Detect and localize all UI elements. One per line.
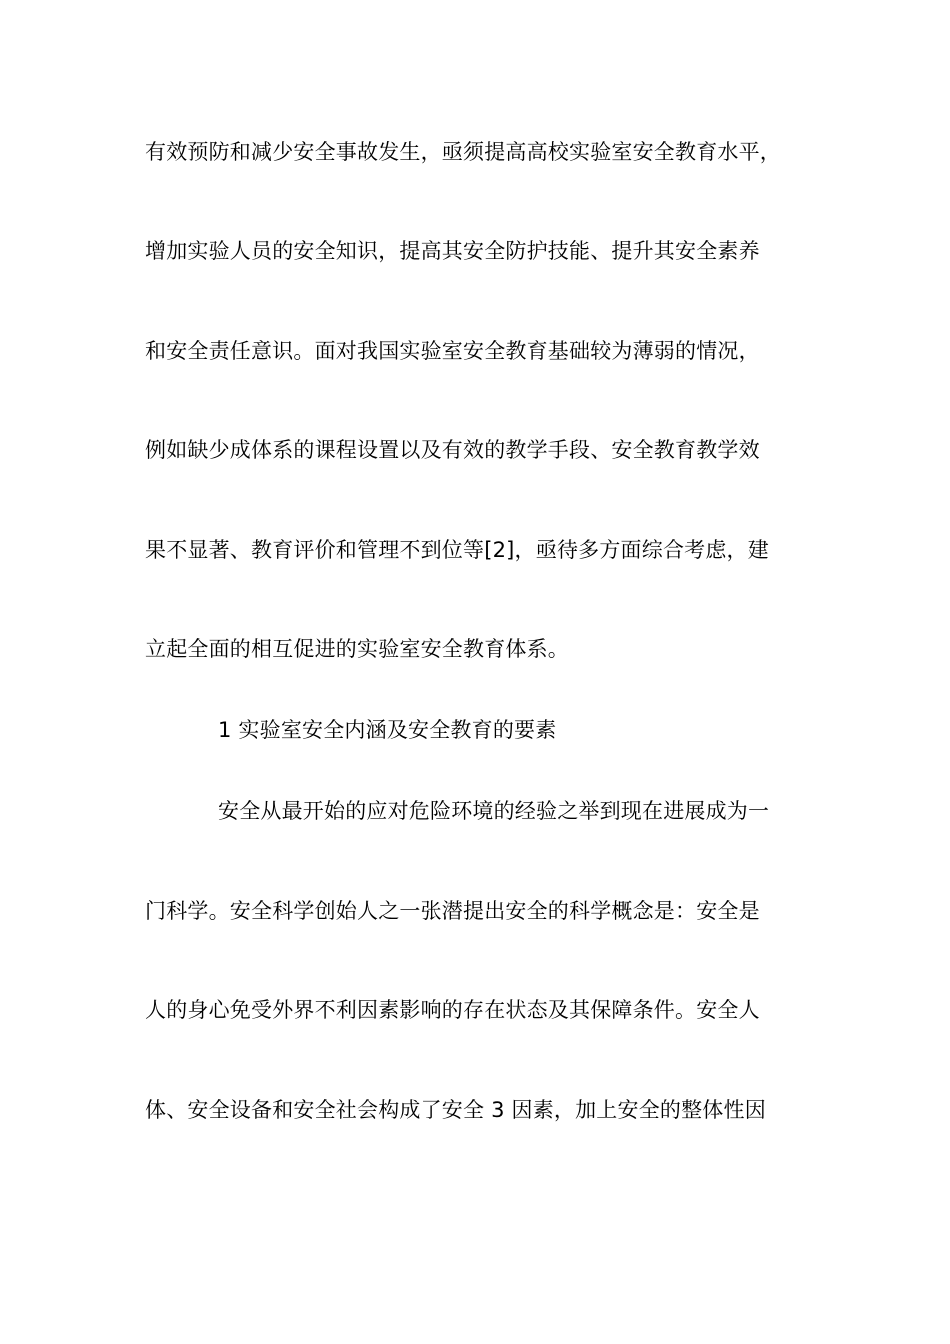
section-heading: 1 实验室安全内涵及安全教育的要素: [218, 718, 557, 742]
paragraph-1-line-3: 和安全责任意识。面对我国实验室安全教育基础较为薄弱的情况，: [145, 339, 760, 363]
paragraph-2-line-4: 体、安全设备和安全社会构成了安全 3 因素，加上安全的整体性因: [145, 1098, 766, 1122]
paragraph-1-line-6: 立起全面的相互促进的实验室安全教育体系。: [145, 637, 569, 661]
paragraph-1-line-5: 果不显著、教育评价和管理不到位等[2]，亟待多方面综合考虑，建: [145, 538, 769, 562]
paragraph-1-line-1: 有效预防和减少安全事故发生，亟须提高高校实验室安全教育水平，: [145, 140, 781, 164]
paragraph-1-line-2: 增加实验人员的安全知识，提高其安全防护技能、提升其安全素养: [145, 239, 760, 263]
paragraph-2-line-2: 门科学。安全科学创始人之一张潜提出安全的科学概念是：安全是: [145, 899, 760, 923]
paragraph-1-line-4: 例如缺少成体系的课程设置以及有效的教学手段、安全教育教学效: [145, 438, 760, 462]
paragraph-2-line-3: 人的身心免受外界不利因素影响的存在状态及其保障条件。安全人: [145, 998, 760, 1022]
paragraph-2-line-1: 安全从最开始的应对危险环境的经验之举到现在进展成为一: [218, 799, 770, 823]
